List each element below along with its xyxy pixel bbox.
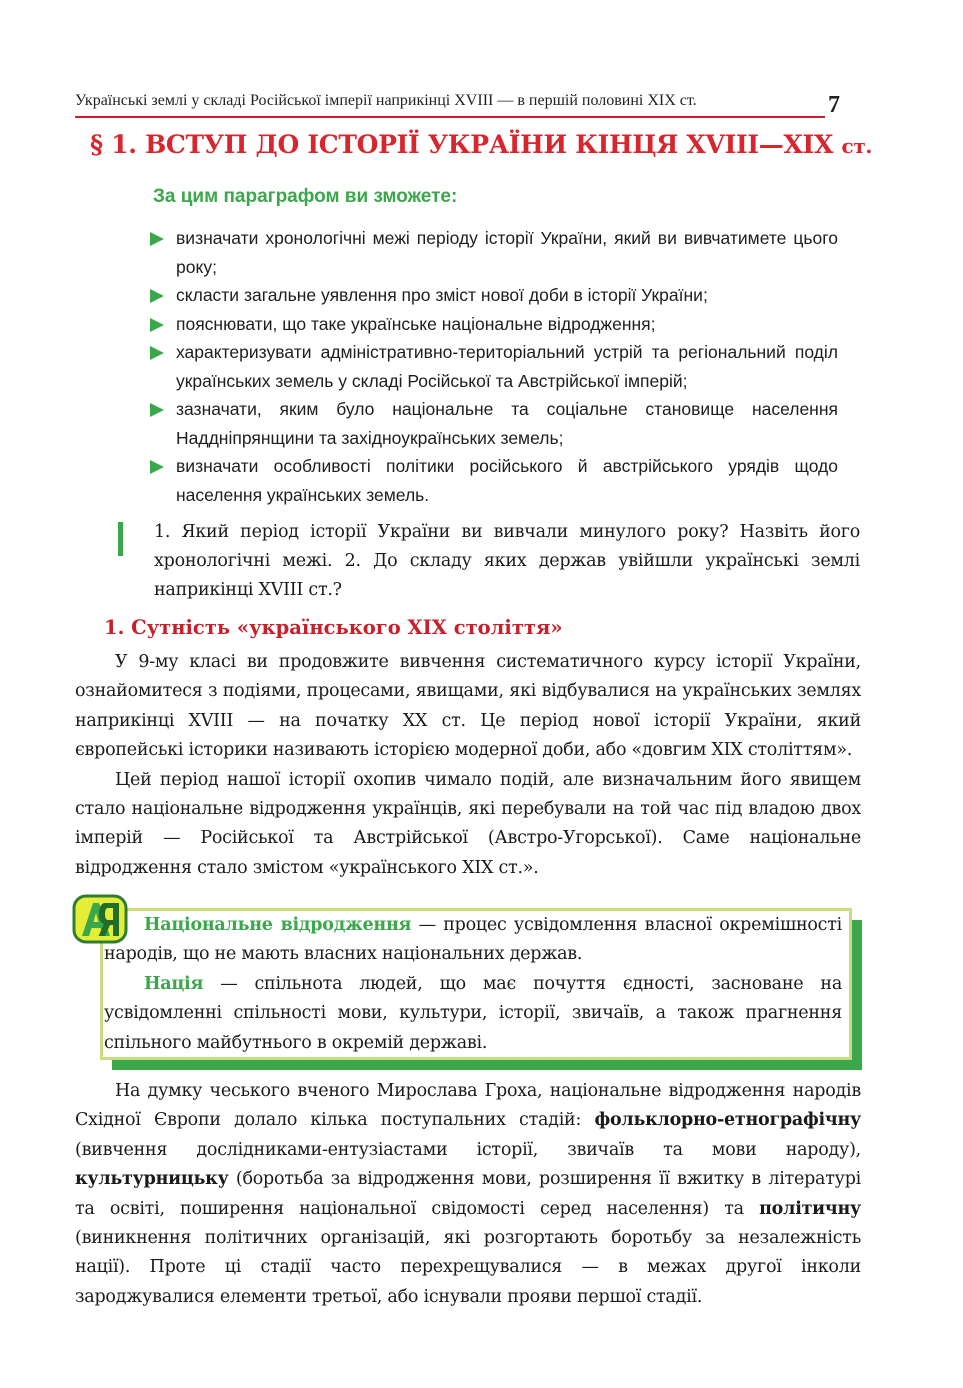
goal-item [148,310,838,339]
goal-text: визначати особливості політики російського й австрійського урядів щодо населення українських земель. [176,456,838,505]
definition-term: Нація [144,973,204,994]
paragraph-title [90,130,890,159]
body-paragraph [75,1077,861,1312]
definition-item [104,970,842,1058]
goal-text: скласти загальне уявлення про зміст нової доби в історії України; [176,285,708,305]
goal-item [148,281,838,310]
paragraph-title-main: § 1. ВСТУП ДО ІСТОРІЇ УКРАЇНИ КІНЦЯ XVIII—XIX [90,130,842,159]
text-run: (виникнення політичних організацій, які розгортають боротьбу за незалежність нації). Проте ці стадії часто перехрещувалися — в межах другої інколи зароджувалися елементи третьої, або існували прояви першої стадії. [75,1228,861,1307]
goals-heading: За цим параграфом ви зможете: [153,186,458,207]
dictionary-ay-icon [72,894,128,944]
text-run: На думку чеського вченого Мирослава Гроха, національне відродження народів Східної Європи долало кілька поступальних стадій: [75,1081,861,1131]
definition-item [104,911,842,970]
goals-list [148,224,838,509]
bullet-triangle-icon [150,346,164,360]
paragraph-title-suffix: ст. [841,134,873,158]
section-body [75,648,861,883]
goal-text: зазначати, яким було національне та соціальне становище населення Наддніпрянщини та західноукраїнських земель; [176,399,838,448]
running-title: Українські землі у складі Російської імперії наприкінці XVIII — в першій половині XIX ст. [75,92,697,109]
stage-term: фольклорно-етнографічну [594,1110,861,1131]
text-run: (боротьба за відродження мови, розширення її вжитку в літературі та освіті, поширення національної свідомості серед населення) та [75,1169,861,1219]
review-questions [118,518,860,605]
definition-text: — процес усвідомлення власної окремішності народів, що не мають власних національних держав. [104,915,842,965]
section-body-continued [75,1077,861,1312]
definitions [104,911,842,1058]
goal-text: пояснювати, що таке українське національне відродження; [176,313,656,334]
stage-term: культурницьку [75,1169,229,1190]
stage-term: політичну [759,1198,861,1219]
body-paragraph: У 9-му класі ви продовжите вивчення систематичного курсу історії України, ознайомитеся з подіями, процесами, явищами, які відбувалися на українських землях наприкінці XVIII — на початку XX ст. Це період нової історії України, який європейські історики називають історією модерної доби, або «довгим XIX століттям». [75,652,861,761]
bullet-triangle-icon [150,460,164,474]
review-questions-text: 1. Який період історії України ви вивчали минулого року? Назвіть його хронологічні межі. 2. До складу яких держав увійшли українські землі наприкінці XVIII ст.? [154,522,860,600]
question-marker-bar [118,522,123,556]
bullet-triangle-icon [150,403,164,417]
bullet-triangle-icon [150,318,164,332]
text-run: (вивчення дослідниками-ентузіастами історії, звичаїв та мови народу), [75,1139,861,1160]
goal-item [148,452,838,509]
page-number: 7 [828,92,840,118]
goal-item [148,395,838,452]
bullet-triangle-icon [150,289,164,303]
definition-term: Національне відродження [144,915,412,935]
goal-text: визначати хронологічні межі періоду історії України, який ви вивчатимете цього року; [176,228,838,277]
goal-item [148,224,838,281]
body-paragraph: Цей період нашої історії охопив чимало подій, але визначальним його явищем стало національне відродження українців, які перебували на той час під владою двох імперій — Російської та Австрійської (Австро-Угорської). Саме національне відродження стало змістом «українського XIX ст.». [75,769,861,878]
bullet-triangle-icon [150,232,164,246]
running-header [75,88,825,118]
section-heading: 1. Сутність «українського XIX століття» [104,616,563,639]
goal-text: характеризувати адміністративно-територіальний устрій та регіональний поділ українських земель у складі Російської та Австрійської імперій; [176,342,838,391]
goal-item [148,338,838,395]
definition-text: — спільнота людей, що має почуття єдності, засноване на усвідомленні спільності мови, культури, історії, звичаїв, а також прагнення спільного майбутнього в окремій державі. [104,973,842,1053]
